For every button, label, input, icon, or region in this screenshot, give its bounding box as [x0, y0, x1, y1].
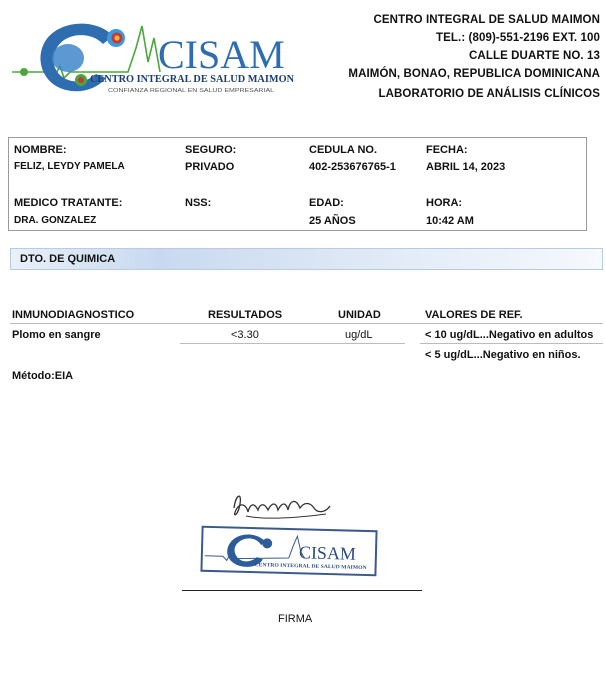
clinic-phone: TEL.: (809)-551-2196 EXT. 100 — [436, 32, 600, 44]
seguro-value: PRIVADO — [185, 161, 235, 173]
cedula-value: 402-253676765-1 — [309, 161, 396, 173]
stamp-logo-icon — [202, 528, 375, 574]
hora-value: 10:42 AM — [426, 215, 474, 227]
test-name: Plomo en sangre — [12, 329, 101, 341]
logo-brand: CISAM — [158, 32, 285, 77]
clinic-city: MAIMÓN, BONAO, REPUBLICA DOMINICANA — [348, 68, 600, 80]
medico-label: MEDICO TRATANTE: — [14, 197, 123, 209]
test-result: <3.30 — [231, 329, 259, 341]
cedula-label: CEDULA NO. — [309, 144, 378, 156]
edad-label: EDAD: — [309, 197, 344, 209]
section-title: DTO. DE QUIMICA — [20, 253, 116, 265]
test-unit: ug/dL — [345, 329, 373, 341]
reference-adults: < 10 ug/dL...Negativo en adultos — [425, 329, 594, 341]
result-underline — [180, 343, 405, 344]
edad-value: 25 AÑOS — [309, 215, 356, 227]
clinic-name: CENTRO INTEGRAL DE SALUD MAIMON — [373, 14, 600, 26]
col-header-test: INMUNODIAGNOSTICO — [12, 309, 135, 321]
stamp-subtitle: CENTRO INTEGRAL DE SALUD MAIMON — [254, 562, 358, 571]
signature-line — [182, 590, 422, 591]
hora-label: HORA: — [426, 197, 463, 209]
stamp-brand: CISAM — [298, 542, 357, 564]
nss-label: NSS: — [185, 197, 212, 209]
logo-subtitle: CENTRO INTEGRAL DE SALUD MAIMON — [90, 74, 295, 85]
nombre-value: FELIZ, LEYDY PAMELA — [14, 161, 125, 172]
col-header-unit: UNIDAD — [338, 309, 381, 321]
lab-department: LABORATORIO DE ANÁLISIS CLÍNICOS — [378, 88, 600, 100]
col-header-ref: VALORES DE REF. — [425, 309, 523, 321]
signature-label: FIRMA — [278, 613, 313, 625]
clinic-street: CALLE DUARTE NO. 13 — [469, 50, 600, 62]
reference-underline — [420, 343, 603, 344]
clinic-stamp — [200, 526, 377, 577]
section-bar — [10, 248, 603, 270]
cisam-logo — [8, 8, 308, 108]
table-header-divider — [10, 323, 603, 324]
medico-value: DRA. GONZALEZ — [14, 215, 97, 226]
handwritten-signature — [226, 490, 336, 522]
nombre-label: NOMBRE: — [14, 144, 67, 156]
patient-info-box — [8, 137, 587, 231]
fecha-value: ABRIL 14, 2023 — [426, 161, 506, 173]
col-header-result: RESULTADOS — [208, 309, 283, 321]
method-text: Método:EIA — [12, 370, 74, 382]
fecha-label: FECHA: — [426, 144, 468, 156]
reference-children: < 5 ug/dL...Negativo en niños. — [425, 349, 581, 361]
seguro-label: SEGURO: — [185, 144, 237, 156]
logo-tagline: CONFIANZA REGIONAL EN SALUD EMPRESARIAL — [108, 88, 275, 94]
